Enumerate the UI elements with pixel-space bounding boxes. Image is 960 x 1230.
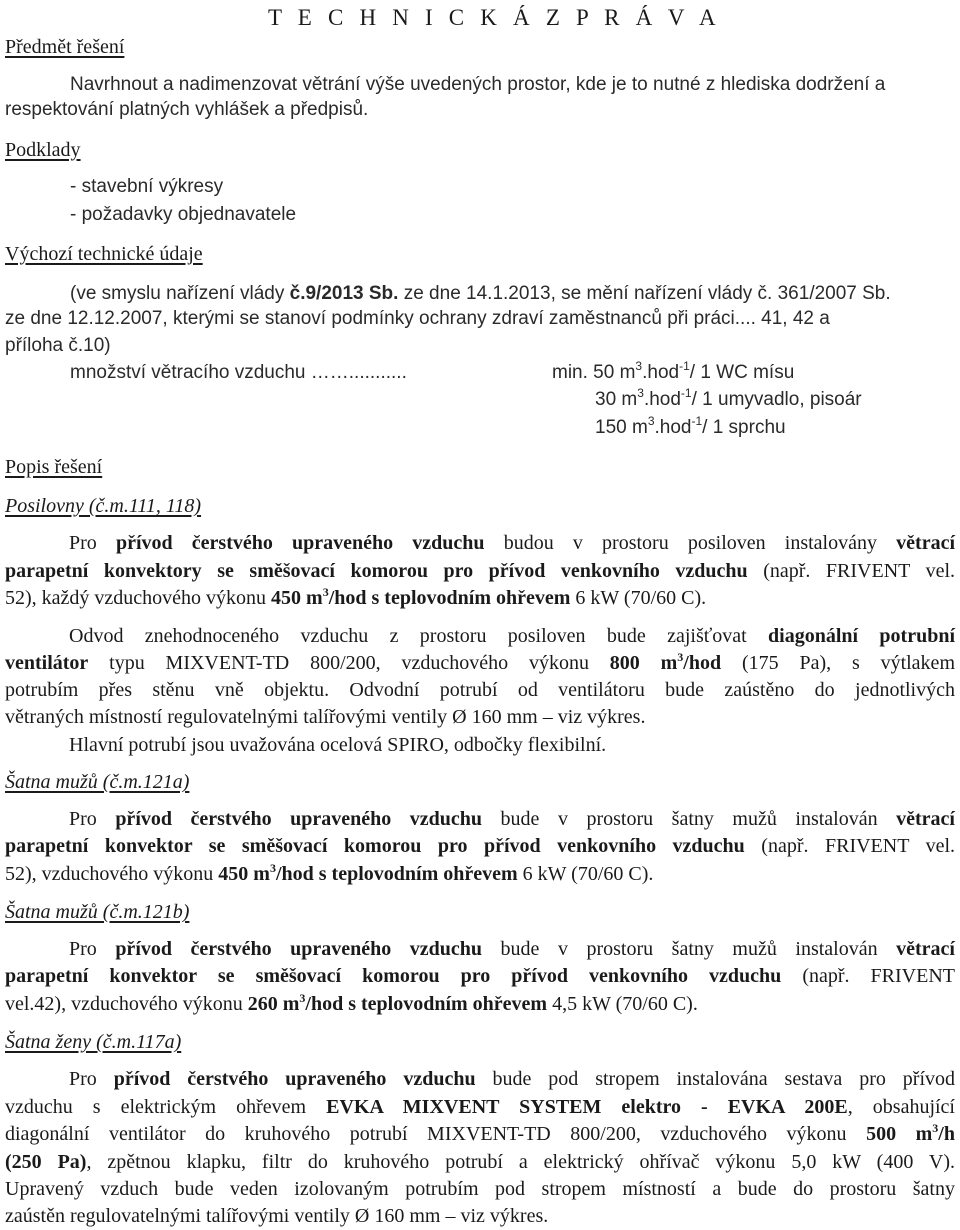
section-popis-reseni: Popis řešení bbox=[5, 456, 103, 478]
satna-117a-line-4: (250 Pa), zpětnou klapku, filtr do kruhového potrubí a elektrický ohřívač výkonu 5,0 kW (400 V). bbox=[5, 1151, 955, 1173]
satna-121a-line-3: 52), vzduchového výkonu 450 $m^3$/hod s teplovodním ohřevem 6 kW (70/60 C). bbox=[5, 861, 654, 885]
satna-117a-line-6: zaústěn regulovatelnými talířovými ventily Ø 160 mm – viz výkres. bbox=[5, 1205, 549, 1227]
posilovny-p2-line-1: Odvod znehodnoceného vzduchu z prostoru posiloven bude zajišťovat diagonální potrubní bbox=[69, 625, 956, 647]
satna-117a-line-2: vzduchu s elektrickým ohřevem EVKA MIXVENT SYSTEM elektro - EVKA 200E, obsahující bbox=[5, 1096, 955, 1118]
podklady-item-1: - stavební výkresy bbox=[70, 176, 224, 197]
posilovny-p2-line-3: potrubím přes stěnu vně objektu. Odvodní potrubí od ventilátoru bude zaústěno do jednotlivých bbox=[5, 679, 955, 701]
satna-121b-line-2: parapetní konvektor se směšovací komorou pro přívod venkovního vzduchu (např. FRIVENT bbox=[5, 965, 956, 987]
section-vychozi-udaje: Výchozí technické údaje bbox=[5, 243, 203, 265]
podklady-item-2: - požadavky objednavatele bbox=[70, 204, 297, 225]
predmet-text-line-1: Navrhnout a nadimenzovat větrání výše uvedených prostor, kde je to nutné z hlediska dodržení a bbox=[70, 74, 886, 95]
vychozi-line-3: příloha č.10) bbox=[5, 335, 111, 356]
document-title: T E C H N I C K Á Z P R Á V A bbox=[268, 5, 721, 30]
satna-121a-line-2: parapetní konvektor se směšovací komorou pro přívod venkovního vzduchu (např. FRIVENT vel. bbox=[5, 835, 955, 857]
posilovny-p2-line-4: větraných místností regulovatelnými talířovými ventily Ø 160 mm – viz výkres. bbox=[5, 706, 646, 728]
satna-121b-heading: Šatna mužů (č.m.121b) bbox=[5, 901, 190, 923]
satna-121a-line-1: Pro přívod čerstvého upraveného vzduchu bude v prostoru šatny mužů instalován větrací bbox=[69, 808, 955, 830]
vychozi-line-1: (ve smyslu nařízení vlády č.9/2013 Sb. ze dne 14.1.2013, se mění nařízení vlády č. 361/2007 Sb. bbox=[70, 283, 891, 304]
section-predmet-reseni: Předmět řešení bbox=[5, 36, 125, 58]
vychozi-line-2: ze dne 12.12.2007, kterými se stanoví podmínky ochrany zdraví zaměstnanců při práci.... 41, 42 a bbox=[5, 308, 830, 329]
satna-117a-line-5: Upravený vzduch bude veden izolovaným potrubím pod stropem místností a bude do prostoru šatny bbox=[5, 1178, 955, 1200]
mnozstvi-label: množství větracího vzduchu ……........... bbox=[70, 362, 407, 383]
predmet-text-line-2: respektování platných vyhlášek a předpisů. bbox=[5, 99, 369, 120]
posilovny-heading: Posilovny (č.m.111, 118) bbox=[5, 495, 202, 517]
requirement-wc: min. 50 $m^3.hod^{-1}/$ 1 WC mísu bbox=[552, 359, 795, 383]
posilovny-p1-line-3: 52), každý vzduchového výkonu 450 $m^3$/hod s teplovodním ohřevem 6 kW (70/60 C). bbox=[5, 585, 707, 609]
requirement-sprcha: 150 $m^3.hod^{-1}/$ 1 sprchu bbox=[595, 414, 786, 438]
posilovny-p3: Hlavní potrubí jsou uvažována ocelová SPIRO, odbočky flexibilní. bbox=[69, 734, 607, 756]
satna-117a-line-3: diagonální ventilátor do kruhového potrubí MIXVENT-TD 800/200, vzduchového výkonu 500 $m^3/h$ bbox=[5, 1121, 955, 1145]
satna-121b-line-1: Pro přívod čerstvého upraveného vzduchu bude v prostoru šatny mužů instalován větrací bbox=[69, 938, 955, 960]
satna-121b-line-3: vel.42), vzduchového výkonu 260 $m^3$/hod s teplovodním ohřevem 4,5 kW (70/60 C). bbox=[5, 991, 698, 1015]
posilovny-p1-line-2: parapetní konvektory se směšovací komorou pro přívod venkovního vzduchu (např. FRIVENT vel. bbox=[5, 560, 956, 582]
posilovny-p2-line-2: ventilátor typu MIXVENT-TD 800/200, vzduchového výkonu 800 $m^3$/hod (175 Pa), s výtlakem bbox=[5, 650, 955, 674]
satna-117a-heading: Šatna ženy (č.m.117a) bbox=[5, 1031, 182, 1053]
section-podklady: Podklady bbox=[5, 139, 81, 161]
requirement-umyvadlo: 30 $m^3.hod^{-1}/$ 1 umyvadlo, pisoár bbox=[595, 386, 862, 410]
satna-117a-line-1: Pro přívod čerstvého upraveného vzduchu bude pod stropem instalována sestava pro přívod bbox=[69, 1068, 955, 1090]
satna-121a-heading: Šatna mužů (č.m.121a) bbox=[5, 771, 190, 793]
posilovny-p1-line-1: Pro přívod čerstvého upraveného vzduchu budou v prostoru posiloven instalovány větrací bbox=[69, 532, 956, 554]
